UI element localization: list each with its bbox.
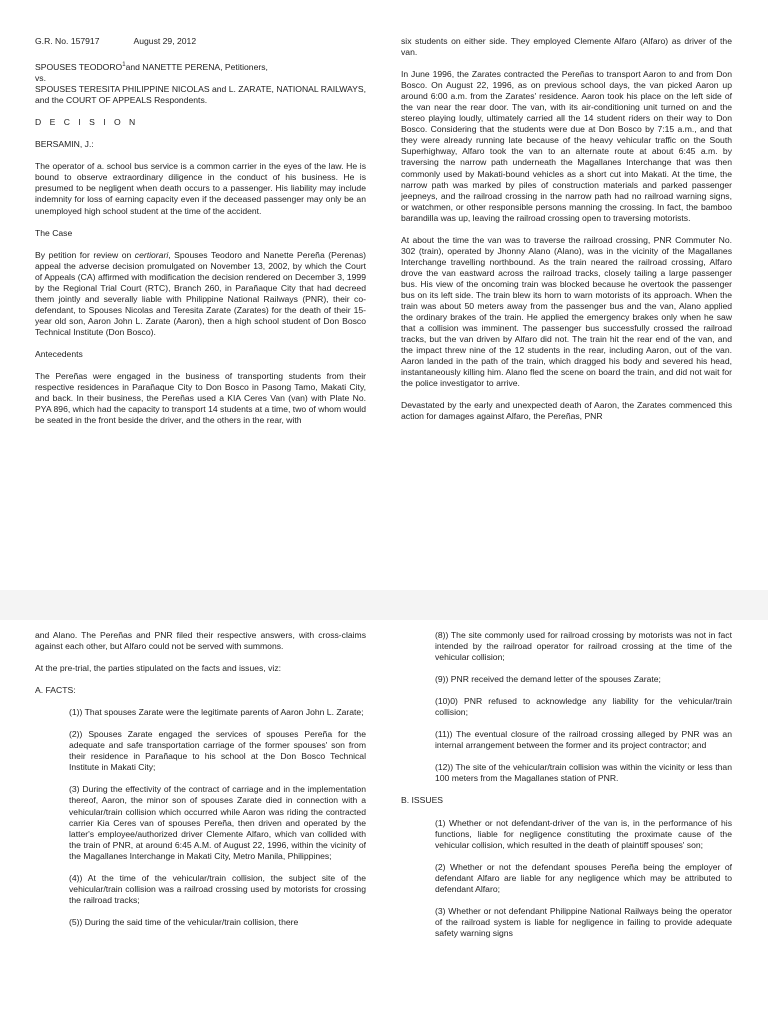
fact-9: (9)) PNR received the demand letter of the spouses Zarate; [435,674,661,685]
case-text-a: By petition for review on [35,249,135,260]
issue-3: (3) Whether or not defendant Philippine National Railways being the operator of the railroad system is liable for negligence in failing to provide adequate safety warning signs [435,905,732,938]
versus: vs. [35,73,46,84]
col2-paragraph-2: In June 1996, the Zarates contracted the Pereñas to transport Aaron to and from Don Bosco. On August 22, 1996, as on previous school days, the van picked Aaron up around 6:00 a.m. from the Zarates' residence. Aaron took his place on the left side of the van near the rear door. The van, with its air-conditioning unit turned on and the stereo playing loudly, ultimately carried all the 14 student riders on their way to Don Bosco. Considering that the students were due at Don Bosco by 7:15 a.m., and that they were already running late because of the heavy vehicular traffic on the South Superhighway, Alfaro took the van to an alternate route at about 6:45 a.m. by traversing the narrow path underneath the Magallanes Interchange that was then commonly used by Makati-bound vehicles as a short cut into Makati. At the time, the narrow path was marked by piles of construction materials and parked passenger jeepneys, and the railroad crossing in the narrow path had no railroad warning signs, or watchmen, or other responsible persons manning the crossing. In fact, the bamboo barandilla was up, leaving the railroad crossing open to traversing motorists. [401,69,732,223]
certiorari-term: certiorari [134,249,169,260]
fact-8: (8)) The site commonly used for railroad crossing by motorists was not in fact intended by the railroad operator for railroad crossing at the time of the vehicular collision; [435,630,732,663]
issue-2: (2) Whether or not the defendant spouses Pereña being the employer of defendant Alfaro are liable for any negligence which may be attributed to defendant Alfaro; [435,861,732,894]
case-header [35,36,366,47]
intro-paragraph: The operator of a. school bus service is a common carrier in the eyes of the law. He is bound to observe extraordinary diligence in the conduct of his business. He is presumed to be negligent when death occurs to a passenger. His liability may include indemnity for loss of earning capacity even if the deceased passenger may only be an unemployed high school student at the time of the accident. [35,161,366,216]
respondents: SPOUSES TERESITA PHILIPPINE NICOLAS and L. ZARATE, NATIONAL RAILWAYS, and the COURT OF APPEALS Respondents. [35,84,366,106]
parties [35,62,366,106]
page-gap [0,590,768,620]
antecedents-heading: Antecedents [35,348,83,359]
case-text-b: , Spouses Teodoro and Nanette Pereña (Perenas) appeal the adverse decision promulgated on November 13, 2002, by which the Court of Appeals (CA) affirmed with modification the decision rendered on December 3, 1999 by the Regional Trial Court (RTC), Branch 260, in Parañaque City that had decreed them jointly and severally liable with Philippine National Railways (PNR), their co-defendant, to Spouses Nicolas and Teresita Zarate (Zarates) for the death of their 15-year old son, Aaron John L. Zarate (Aaron), then a high school student of Don Bosco Technical Institute (Don Bosco). [35,249,366,337]
case-heading: The Case [35,227,73,238]
col2-paragraph-3: At about the time the van was to traverse the railroad crossing, PNR Commuter No. 302 (train), operated by Jhonny Alano (Alano), was in the vicinity of the Magallanes Interchange travelling northbound. As the train neared the railroad crossing, Alfaro drove the van eastward across the railroad tracks, closely tailing a large passenger bus. His view of the oncoming train was blocked because he overtook the passenger bus on its left side. The train blew its horn to warn motorists of its approach. When the train was about 50 meters away from the passenger bus and the van, Alano applied the ordinary brakes of the train. He applied the emergency brakes only when he saw that a collision was imminent. The passenger bus successfully crossed the railroad tracks, but the van driven by Alfaro did not. The train hit the rear end of the van, and the impact threw nine of the 12 students in the rear, including Aaron, out of the van. Aaron landed in the path of the train, which dragged his body and severed his head, instantaneously killing him. Alano fled the scene on board the train, and did not wait for the police investigator to arrive. [401,234,732,389]
column-1 [35,36,366,437]
facts-heading: A. FACTS: [35,685,76,696]
fact-11: (11)) The eventual closure of the railroad crossing alleged by PNR was an internal arrangement between the former and its project contractor; and [435,729,732,751]
fact-12: (12)) The site of the vehicular/train collision was within the vicinity or less than 100 meters from the Magallanes station of PNR. [435,762,732,784]
fact-5: (5)) During the said time of the vehicular/train collision, there [69,916,299,927]
footnote-ref[interactable]: 1 [122,62,126,69]
petitioners-name: SPOUSES TEODORO [35,62,123,73]
col3-paragraph-2: At the pre-trial, the parties stipulated on the facts and issues, viz: [35,663,282,674]
fact-1: (1)) That spouses Zarate were the legitimate parents of Aaron John L. Zarate; [69,707,364,718]
fact-2: (2)) Spouses Zarate engaged the services of spouses Pereña for the adequate and safe transportation carriage of the former spouses' son from their residence in Parañaque to his school at the Don Bosco Technical Institute in Makati City; [69,729,366,773]
col2-paragraph-4: Devastated by the early and unexpected death of Aaron, the Zarates commenced this action for damages against Alfaro, the Pereñas, PNR [401,400,732,422]
column-4 [401,630,732,1024]
ponente: BERSAMIN, J.: [35,139,94,150]
col3-paragraph-1: and Alano. The Pereñas and PNR filed their respective answers, with cross-claims against each other, but Alfaro could not be served with summons. [35,630,366,652]
petitioners-rest: and NANETTE PERENA, Petitioners, [125,62,268,73]
gr-number: G.R. No. 157917 [35,36,100,46]
case-paragraph [35,250,366,338]
antecedents-paragraph: The Pereñas were engaged in the business of transporting students from their respective residences in Parañaque City to Don Bosco in Pasong Tamo, Makati City, and back. In their business, the Pereñas used a KIA Ceres Van (van) with Plate No. PYA 896, which had the capacity to transport 14 students at a time, two of whom would be seated in the front beside the driver, and the others in the rear, with [35,371,366,426]
fact-3: (3) During the effectivity of the contract of carriage and in the implementation thereof, Aaron, the minor son of spouses Zarate died in connection with a vehicular/train collision which occurred while Aaron was riding the contracted carrier Kia Ceres van of spouses Pereña, then driven and operated by the latter's employee/authorized driver Clemente Alfaro, which van collided with the train of PNR, at around 6:45 A.M. of August 22, 1996, within the vicinity of the Magallanes Interchange in Makati City, Metro Manila, Philippines; [69,784,366,861]
fact-10: (10)0) PNR refused to acknowledge any liability for the vehicular/train collision; [435,696,732,718]
issues-heading: B. ISSUES [401,795,444,806]
column-3 [35,630,366,1024]
issue-1: (1) Whether or not defendant-driver of the van is, in the performance of his functions, liable for negligence constituting the proximate cause of the vehicular collision, which resulted in the death of plaintiff spouses' son; [435,817,732,850]
fact-4: (4)) At the time of the vehicular/train collision, the subject site of the vehicular/train collision was a railroad crossing used by motorists for crossing the railroad tracks; [69,872,366,905]
col2-paragraph-1: six students on either side. They employed Clemente Alfaro (Alfaro) as driver of the van. [401,36,732,58]
decision-date: August 29, 2012 [133,36,197,46]
column-2 [401,36,732,434]
decision-label: D E C I S I O N [35,117,139,128]
